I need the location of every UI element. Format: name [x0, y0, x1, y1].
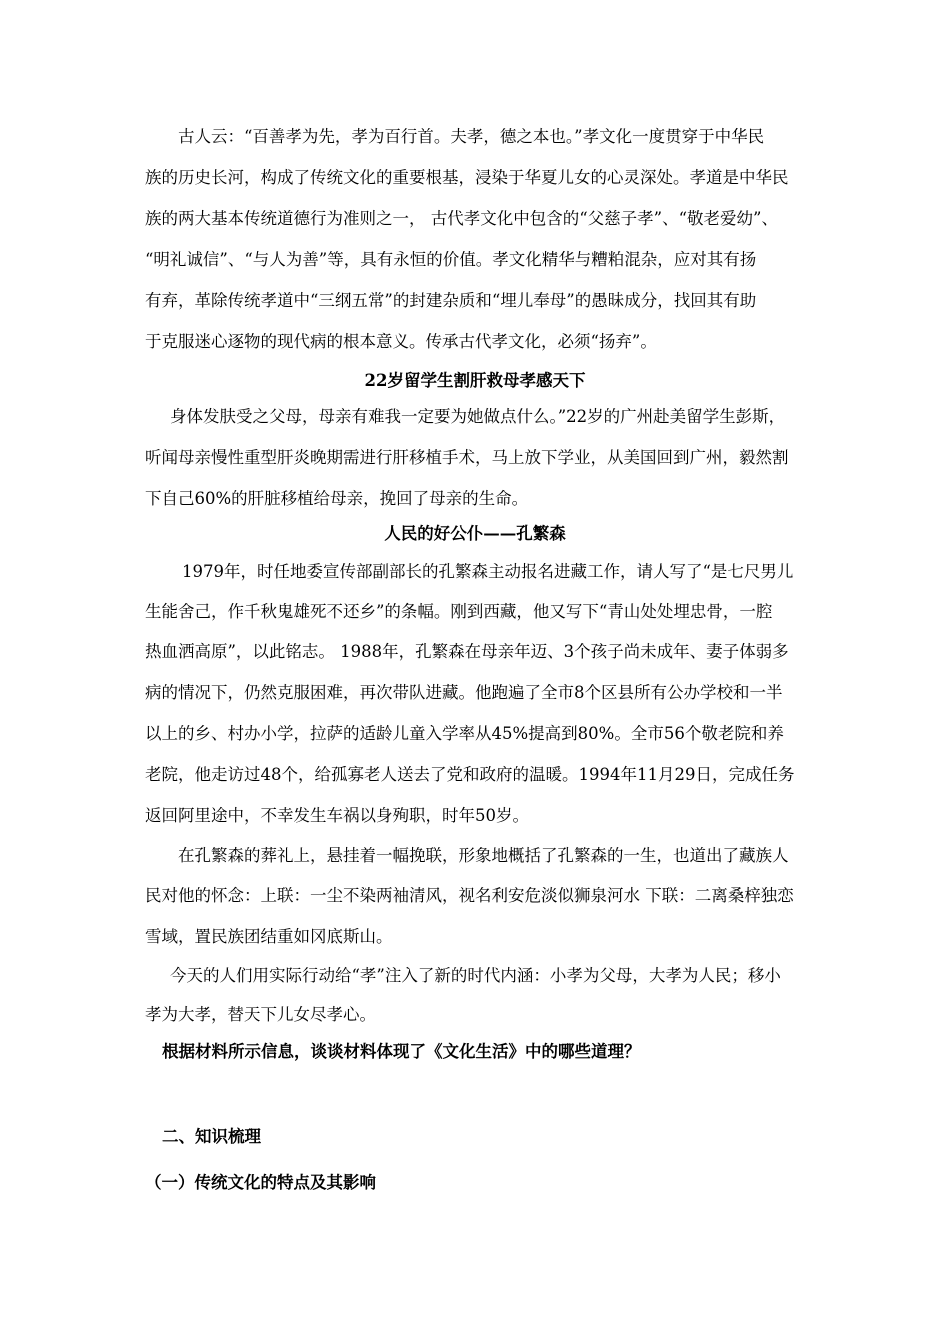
story1-title: 22岁留学生割肝救母孝感天下 [364, 371, 586, 390]
story2-line-4: 病的情况下，仍然克服困难，再次带队进藏。他跑遍了全市8个区县所有公办学校和一半 [145, 683, 783, 702]
story2-title: 人民的好公仆——孔繁森 [384, 524, 566, 543]
closing-line-1: 今天的人们用实际行动给“孝”注入了新的时代内涵：小孝为父母，大孝为人民；移小 [170, 966, 781, 985]
story2-line-5: 以上的乡、村办小学，拉萨的适龄儿童入学率从45%提高到80%。全市56个敬老院和养 [145, 724, 784, 743]
intro-line-1: 古人云：“百善孝为先，孝为百行首。夫孝，德之本也。”孝文化一度贯穿于中华民 [178, 127, 765, 146]
intro-line-3: 族的两大基本传统道德行为准则之一， 古代孝文化中包含的“父慈子孝”、“敬老爱幼”、 [145, 209, 778, 228]
intro-line-4: “明礼诚信”、“与人为善”等，具有永恒的价值。孝文化精华与糟粕混杂，应对其有扬 [145, 250, 757, 269]
story2-line-2: 生能舍己，作千秋鬼雄死不还乡”的条幅。刚到西藏，他又写下“青山处处埋忠骨，一腔 [145, 602, 773, 621]
question: 根据材料所示信息，谈谈材料体现了《文化生活》中的哪些道理？ [162, 1042, 641, 1061]
story1-line-2: 听闻母亲慢性重型肝炎晚期需进行肝移植手术，马上放下学业，从美国回到广州，毅然割 [145, 448, 789, 467]
story1-line-1: 身体发肤受之父母，母亲有难我一定要为她做点什么。”22岁的广州赴美留学生彭斯， [170, 407, 786, 426]
story1-line-3: 下自己60%的肝脏移植给母亲，挽回了母亲的生命。 [145, 489, 529, 508]
intro-line-6: 于克服迷心逐物的现代病的根本意义。传承古代孝文化，必须“扬弃”。 [145, 332, 657, 351]
section-heading: 二、知识梳理 [162, 1127, 261, 1146]
story2-line-1: 1979年，时任地委宣传部副部长的孔繁森主动报名进藏工作，请人写了“是七尺男儿 [182, 562, 794, 581]
closing-line-2: 孝为大孝，替天下儿女尽孝心。 [145, 1005, 376, 1024]
story2-line-8: 在孔繁森的葬礼上，悬挂着一幅挽联，形象地概括了孔繁森的一生，也道出了藏族人 [178, 846, 789, 865]
story2-line-9: 民对他的怀念：上联：一尘不染两袖清风，视名利安危淡似狮泉河水 下联：二离桑梓独恋 [145, 886, 794, 905]
story2-line-7: 返回阿里途中，不幸发生车祸以身殉职，时年50岁。 [145, 806, 529, 825]
intro-line-2: 族的历史长河，构成了传统文化的重要根基，浸染于华夏儿女的心灵深处。孝道是中华民 [145, 168, 789, 187]
story2-line-3: 热血洒高原”，以此铭志。 1988年，孔繁森在母亲年迈、3个孩子尚未成年、妻子体弱多 [145, 642, 789, 661]
story2-line-10: 雪域，置民族团结重如冈底斯山。 [145, 927, 393, 946]
intro-line-5: 有弃，革除传统孝道中“三纲五常”的封建杂质和“埋儿奉母”的愚昧成分，找回其有助 [145, 291, 757, 310]
story2-line-6: 老院，他走访过48个，给孤寡老人送去了党和政府的温暖。1994年11月29日，完成任务 [145, 765, 795, 784]
subsection-heading: （一）传统文化的特点及其影响 [145, 1173, 376, 1192]
